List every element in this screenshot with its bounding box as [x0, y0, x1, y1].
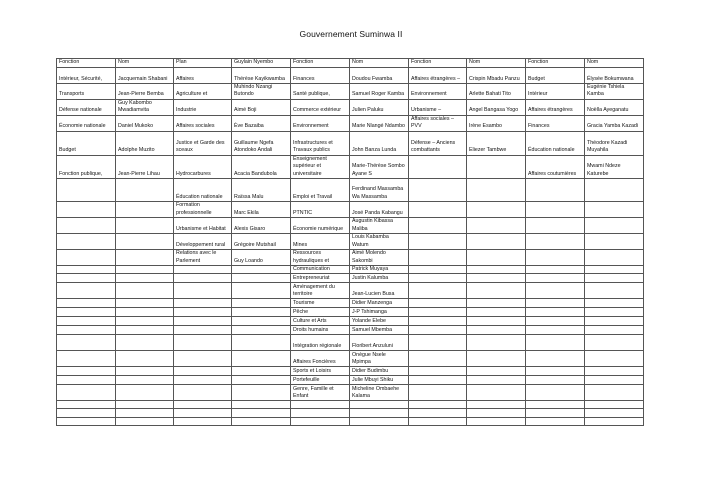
table-cell: Patrick Muyaya	[350, 266, 409, 274]
table-cell	[585, 409, 644, 418]
table-cell	[526, 266, 585, 274]
table-cell	[585, 266, 644, 274]
table-cell	[174, 326, 232, 335]
table-row	[57, 283, 644, 299]
table-cell: Santé publique,	[291, 84, 350, 100]
table-cell: Jacquemain Shabani	[116, 68, 174, 84]
table-cell: Intégration régionale	[291, 335, 350, 351]
table-cell	[174, 418, 232, 426]
table-cell	[232, 266, 291, 274]
table-cell: Emploi et Travail	[291, 179, 350, 202]
table-cell	[57, 218, 116, 234]
table-cell: Éducation nationale	[526, 131, 585, 155]
table-cell	[116, 401, 174, 409]
table-cell: Formation professionnelle	[174, 202, 232, 218]
table-cell	[467, 409, 526, 418]
table-row	[57, 326, 644, 335]
table-cell	[409, 401, 467, 409]
table-cell	[232, 351, 291, 367]
table-cell: Justice et Garde des sceaux	[174, 131, 232, 155]
table-row	[57, 401, 644, 409]
table-cell	[409, 250, 467, 266]
table-cell	[585, 308, 644, 317]
table-cell: Économie nationale	[57, 115, 116, 131]
table-cell	[467, 367, 526, 376]
table-cell: Acacia Bandubola	[232, 155, 291, 178]
table-cell	[174, 385, 232, 401]
table-row	[57, 99, 644, 115]
table-cell	[409, 351, 467, 367]
table-cell	[116, 179, 174, 202]
table-cell	[116, 299, 174, 308]
table-cell: Environnement	[291, 115, 350, 131]
table-cell	[409, 409, 467, 418]
column-header: Guylain Nyembo	[232, 59, 291, 68]
table-cell: Affaires étrangères	[526, 99, 585, 115]
table-cell	[116, 326, 174, 335]
table-header-row	[57, 59, 644, 68]
table-cell	[467, 234, 526, 250]
table-cell	[585, 385, 644, 401]
table-row	[57, 335, 644, 351]
table-cell	[467, 376, 526, 385]
table-cell	[57, 401, 116, 409]
table-cell	[174, 401, 232, 409]
table-row	[57, 250, 644, 266]
table-cell	[57, 266, 116, 274]
table-cell	[174, 409, 232, 418]
table-cell	[585, 274, 644, 283]
table-cell	[116, 218, 174, 234]
table-cell	[57, 299, 116, 308]
table-cell	[174, 266, 232, 274]
column-header: Nom	[116, 59, 174, 68]
table-cell	[116, 367, 174, 376]
table-row	[57, 218, 644, 234]
table-cell	[232, 409, 291, 418]
table-cell	[409, 367, 467, 376]
table-cell: Jean-Pierre Bemba	[116, 84, 174, 100]
table-row	[57, 115, 644, 131]
table-cell: Onègue Nsele Mpimpa	[350, 351, 409, 367]
table-cell	[526, 283, 585, 299]
table-cell	[57, 274, 116, 283]
table-cell	[585, 326, 644, 335]
table-cell	[232, 385, 291, 401]
column-header: Nom	[585, 59, 644, 68]
table-cell	[467, 155, 526, 178]
table-cell	[116, 317, 174, 326]
table-row	[57, 155, 644, 178]
table-cell	[350, 418, 409, 426]
table-cell: Jean-Pierre Lihau	[116, 155, 174, 178]
table-row	[57, 409, 644, 418]
table-cell: Crispin Mbadu Panzu	[467, 68, 526, 84]
table-cell	[232, 367, 291, 376]
table-cell	[116, 308, 174, 317]
table-cell: Aimé Molendo Sakombi	[350, 250, 409, 266]
table-cell	[467, 308, 526, 317]
table-cell	[409, 234, 467, 250]
table-cell: Justin Kalumba	[350, 274, 409, 283]
table-cell	[526, 317, 585, 326]
table-cell	[174, 335, 232, 351]
table-cell: Urbanisme –	[409, 99, 467, 115]
table-cell	[57, 250, 116, 266]
column-header: Plan	[174, 59, 232, 68]
table-cell: Droits humains	[291, 326, 350, 335]
table-row	[57, 266, 644, 274]
table-cell	[467, 401, 526, 409]
table-cell	[57, 335, 116, 351]
table-cell	[467, 351, 526, 367]
table-cell	[526, 326, 585, 335]
table-cell	[350, 401, 409, 409]
table-cell	[57, 351, 116, 367]
table-cell	[232, 317, 291, 326]
table-cell	[467, 418, 526, 426]
table-cell: Arlette Bahati Tito	[467, 84, 526, 100]
table-cell	[409, 283, 467, 299]
table-cell	[409, 155, 467, 178]
table-cell	[174, 367, 232, 376]
table-cell: Raïssa Malu	[232, 179, 291, 202]
table-cell	[585, 299, 644, 308]
table-row	[57, 68, 644, 84]
table-cell: Mines	[291, 234, 350, 250]
table-cell	[409, 335, 467, 351]
table-cell	[232, 376, 291, 385]
table-cell: Yolande Elebe	[350, 317, 409, 326]
table-cell	[57, 385, 116, 401]
table-row	[57, 367, 644, 376]
table-cell: Défense – Anciens combattants	[409, 131, 467, 155]
table-cell	[174, 283, 232, 299]
table-cell	[467, 335, 526, 351]
table-cell: Sports et Loisirs	[291, 367, 350, 376]
table-row	[57, 274, 644, 283]
table-cell	[116, 266, 174, 274]
table-cell: Intérieur	[526, 84, 585, 100]
table-cell: Guillaume Ngefa Atondoko Andali	[232, 131, 291, 155]
table-cell	[467, 218, 526, 234]
table-cell: Affaires coutumières	[526, 155, 585, 178]
table-cell	[116, 351, 174, 367]
table-cell: Intérieur, Sécurité,	[57, 68, 116, 84]
table-cell: Ève Bazaiba	[232, 115, 291, 131]
table-cell: Affaires sociales – PVV	[409, 115, 467, 131]
table-cell: Marc Ekila	[232, 202, 291, 218]
table-cell: Marie-Thérèse Sombo Ayane S	[350, 155, 409, 178]
table-cell	[409, 179, 467, 202]
table-cell: Augustin Kibassa Maliba	[350, 218, 409, 234]
table-cell	[467, 326, 526, 335]
table-cell	[585, 218, 644, 234]
table-cell	[526, 218, 585, 234]
table-cell: Doudou Fwamba	[350, 68, 409, 84]
table-cell: Marie Nlangé Ndambo	[350, 115, 409, 131]
table-cell	[467, 274, 526, 283]
table-cell	[467, 385, 526, 401]
table-cell: Commerce extérieur	[291, 99, 350, 115]
table-cell: Adolphe Muzito	[116, 131, 174, 155]
table-cell	[585, 179, 644, 202]
table-cell	[232, 326, 291, 335]
table-cell	[291, 401, 350, 409]
table-cell	[409, 385, 467, 401]
table-cell: José Panda Kabangu	[350, 202, 409, 218]
table-cell: Aimé Boji	[232, 99, 291, 115]
table-cell: Eugénie Tshiela Kamba	[585, 84, 644, 100]
table-cell	[585, 202, 644, 218]
table-cell: Défense nationale	[57, 99, 116, 115]
table-cell	[585, 401, 644, 409]
table-cell	[409, 308, 467, 317]
table-cell: Culture et Arts	[291, 317, 350, 326]
table-cell: Gracia Yamba Kazadi	[585, 115, 644, 131]
table-cell	[467, 266, 526, 274]
table-cell	[116, 376, 174, 385]
table-row	[57, 299, 644, 308]
table-cell	[116, 234, 174, 250]
table-cell	[467, 283, 526, 299]
table-cell	[57, 326, 116, 335]
table-cell	[526, 274, 585, 283]
table-cell: Noëlla Ayeganatu	[585, 99, 644, 115]
table-cell: Grégoire Mutshail	[232, 234, 291, 250]
table-cell: Relations avec le Parlement	[174, 250, 232, 266]
table-cell	[526, 401, 585, 409]
table-cell: Genre, Famille et Enfant	[291, 385, 350, 401]
table-cell	[57, 283, 116, 299]
table-cell	[585, 335, 644, 351]
table-cell: Entrepreneuriat	[291, 274, 350, 283]
table-cell	[57, 367, 116, 376]
table-cell: Industrie	[174, 99, 232, 115]
table-cell	[57, 202, 116, 218]
table-cell	[409, 317, 467, 326]
table-cell	[57, 418, 116, 426]
table-cell	[526, 234, 585, 250]
table-cell: Affaires Foncières	[291, 351, 350, 367]
table-cell	[232, 401, 291, 409]
table-cell	[526, 376, 585, 385]
column-header: Fonction	[409, 59, 467, 68]
table-cell	[232, 418, 291, 426]
table-cell: Julie Mbuyi Shiku	[350, 376, 409, 385]
table-row	[57, 84, 644, 100]
table-cell	[232, 308, 291, 317]
table-row	[57, 234, 644, 250]
table-cell: Floribert Anzuluni	[350, 335, 409, 351]
table-cell	[57, 409, 116, 418]
table-cell: Affaires étrangères –	[409, 68, 467, 84]
table-cell	[409, 266, 467, 274]
table-cell	[57, 308, 116, 317]
table-cell	[174, 376, 232, 385]
table-cell	[409, 274, 467, 283]
table-cell	[526, 409, 585, 418]
table-cell	[174, 299, 232, 308]
column-header: Nom	[467, 59, 526, 68]
table-cell	[174, 317, 232, 326]
table-cell: Didier Manzenga	[350, 299, 409, 308]
table-cell: PTNTIC	[291, 202, 350, 218]
table-cell	[585, 367, 644, 376]
table-cell: Infrastructures et Travaux publics	[291, 131, 350, 155]
table-cell: Élysée Bokumwana	[585, 68, 644, 84]
table-cell	[409, 376, 467, 385]
table-cell: Muhindo Nzangi Butondo	[232, 84, 291, 100]
table-cell: Alexis Gisaro	[232, 218, 291, 234]
table-cell: Guy Kabombo Mwadiamvita	[116, 99, 174, 115]
table-cell: Eliezer Tambwe	[467, 131, 526, 155]
table-cell	[116, 202, 174, 218]
table-cell	[57, 317, 116, 326]
table-cell	[232, 335, 291, 351]
table-cell	[467, 179, 526, 202]
document-title: Gouvernement Suminwa II	[299, 29, 403, 39]
table-cell: Guy Loando	[232, 250, 291, 266]
table-cell	[174, 351, 232, 367]
table-row	[57, 376, 644, 385]
table-cell	[585, 250, 644, 266]
government-table	[56, 58, 644, 426]
table-cell	[116, 335, 174, 351]
table-cell	[467, 299, 526, 308]
table-cell	[585, 283, 644, 299]
table-cell: Transports	[57, 84, 116, 100]
column-header: Fonction	[57, 59, 116, 68]
table-cell	[116, 274, 174, 283]
table-cell	[526, 202, 585, 218]
table-cell: Ferdinand Massamba Wa Massamba	[350, 179, 409, 202]
table-cell: Portefeuille	[291, 376, 350, 385]
table-cell: Économie numérique	[291, 218, 350, 234]
table-cell: Théodore Kazadi Muyahila	[585, 131, 644, 155]
table-cell: Finances	[291, 68, 350, 84]
table-row	[57, 308, 644, 317]
column-header: Fonction	[291, 59, 350, 68]
table-cell	[526, 367, 585, 376]
table-cell	[526, 299, 585, 308]
table-cell	[526, 351, 585, 367]
table-cell	[174, 274, 232, 283]
table-cell	[232, 274, 291, 283]
table-cell	[409, 299, 467, 308]
table-cell: Tourisme	[291, 299, 350, 308]
table-cell: Budget	[57, 131, 116, 155]
table-cell	[467, 317, 526, 326]
table-cell: Éducation nationale	[174, 179, 232, 202]
table-cell	[174, 308, 232, 317]
table-cell: Irène Esambo	[467, 115, 526, 131]
table-cell	[116, 250, 174, 266]
table-cell	[57, 179, 116, 202]
table-row	[57, 179, 644, 202]
table-cell: Pêche	[291, 308, 350, 317]
table-cell: Daniel Mukoko	[116, 115, 174, 131]
table-cell	[291, 418, 350, 426]
table-cell	[585, 317, 644, 326]
table-cell: Communication	[291, 266, 350, 274]
table-cell: Samuel Mbemba	[350, 326, 409, 335]
column-header: Nom	[350, 59, 409, 68]
table-cell	[409, 326, 467, 335]
table-cell	[526, 418, 585, 426]
table-cell: Urbanisme et Habitat	[174, 218, 232, 234]
table-cell	[467, 250, 526, 266]
table-cell	[116, 283, 174, 299]
table-row	[57, 385, 644, 401]
table-cell: Aménagement du territoire	[291, 283, 350, 299]
table-cell	[585, 351, 644, 367]
table-cell	[116, 418, 174, 426]
table-cell: Didier Budimbu	[350, 367, 409, 376]
table-cell: Affaires	[174, 68, 232, 84]
table-cell: Louis Kabamba Watum	[350, 234, 409, 250]
table-cell	[350, 409, 409, 418]
table-cell: Environnement	[409, 84, 467, 100]
table-cell	[57, 376, 116, 385]
table-cell: Agriculture et	[174, 84, 232, 100]
table-cell: Jean-Lucien Busa	[350, 283, 409, 299]
table-cell: Micheline Ombaehe Kalama	[350, 385, 409, 401]
table-cell	[585, 234, 644, 250]
table-cell	[526, 250, 585, 266]
table-cell: Finances	[526, 115, 585, 131]
table-row	[57, 418, 644, 426]
table-cell	[409, 202, 467, 218]
table-cell	[116, 385, 174, 401]
table-cell: Ressources hydrauliques et	[291, 250, 350, 266]
table-cell: Affaires sociales	[174, 115, 232, 131]
table-cell: Fonction publique,	[57, 155, 116, 178]
table-cell: Développement rural	[174, 234, 232, 250]
table-cell	[585, 376, 644, 385]
table-cell	[526, 179, 585, 202]
table-cell	[232, 283, 291, 299]
table-row	[57, 351, 644, 367]
table-row	[57, 202, 644, 218]
table-cell	[409, 218, 467, 234]
table-cell: Enseignement supérieur et universitaire	[291, 155, 350, 178]
table-cell: John Banza Lunda	[350, 131, 409, 155]
table-cell	[585, 418, 644, 426]
table-cell: Thérèse Kayikwamba	[232, 68, 291, 84]
table-cell: Angel Bangasa Yogo	[467, 99, 526, 115]
table-cell: Samuel Roger Kamba	[350, 84, 409, 100]
column-header: Fonction	[526, 59, 585, 68]
table-cell: Hydrocarbures	[174, 155, 232, 178]
table-cell: Budget	[526, 68, 585, 84]
table-cell	[116, 409, 174, 418]
table-cell	[526, 335, 585, 351]
table-cell	[467, 202, 526, 218]
table-cell	[526, 385, 585, 401]
table-cell: Mwami Ndeze Katurebe	[585, 155, 644, 178]
table-row	[57, 317, 644, 326]
table-cell: Julien Paluku	[350, 99, 409, 115]
table-cell	[57, 234, 116, 250]
table-row	[57, 131, 644, 155]
table-cell	[409, 418, 467, 426]
table-cell	[526, 308, 585, 317]
table-cell	[232, 299, 291, 308]
table-cell	[291, 409, 350, 418]
table-cell: J-P Tshimanga	[350, 308, 409, 317]
